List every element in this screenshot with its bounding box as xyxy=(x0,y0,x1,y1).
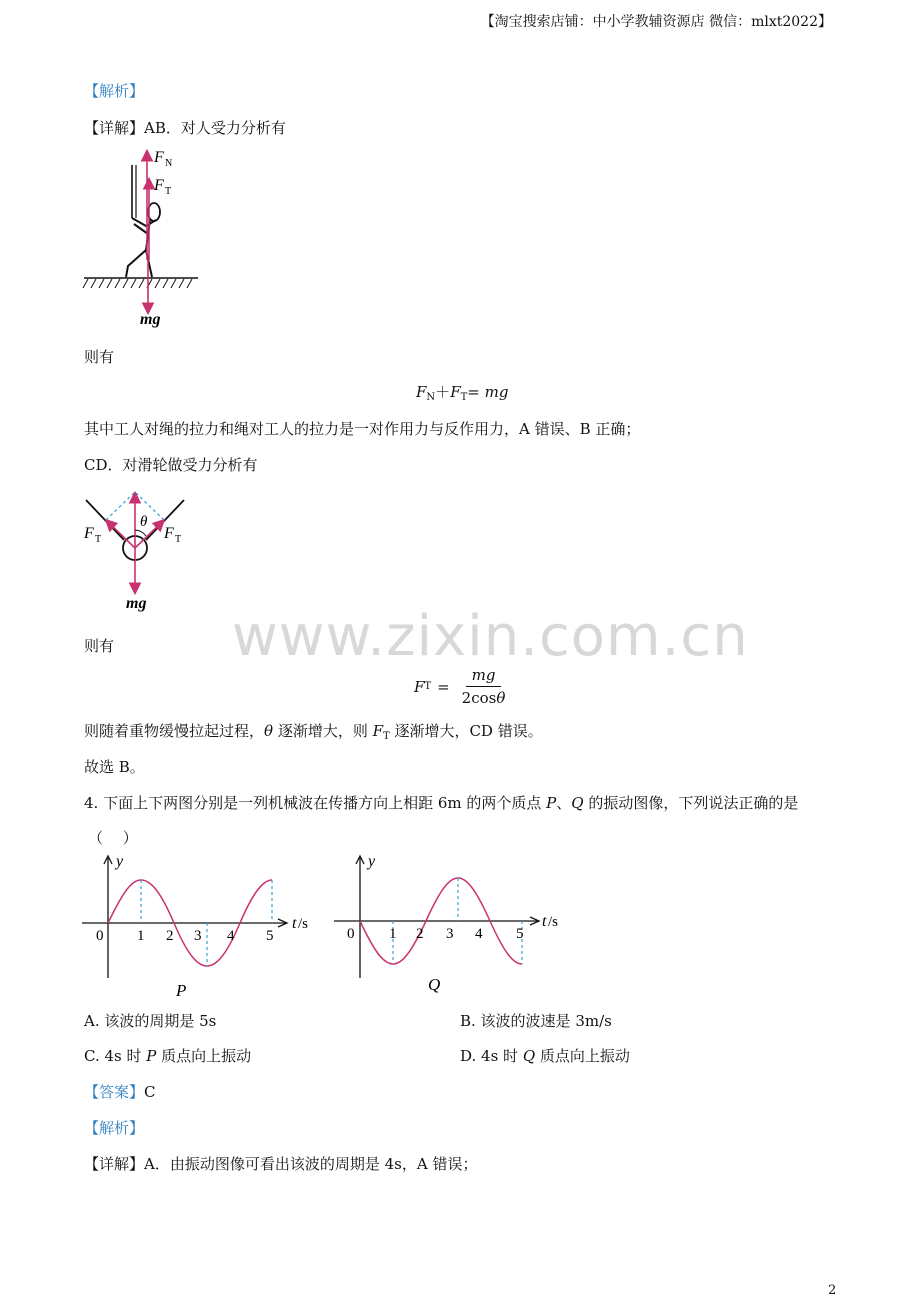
conclusion-theta: θ xyxy=(264,722,274,740)
eq2-den-cos: cos xyxy=(471,689,497,707)
conclusion-ft: F xyxy=(372,722,384,740)
q4-analysis-label: 【解析】 xyxy=(84,1119,145,1137)
q4-blank: （ ） xyxy=(88,829,138,847)
answer-line-q3: 故选 B。 xyxy=(84,758,145,776)
graph-q-tick-5: 5 xyxy=(516,926,524,942)
graph-p-label: P xyxy=(176,981,187,1000)
eq2-ft: F xyxy=(414,677,425,696)
q4-stem xyxy=(84,792,798,813)
graph-q-tick-2: 2 xyxy=(416,926,424,942)
fn-sub: N xyxy=(165,158,173,169)
option-b: B. 该波的波速是 3m/s xyxy=(460,1012,612,1030)
ft-left-sub: T xyxy=(95,534,102,545)
ft-right-sub: T xyxy=(175,534,182,545)
q4-answer-line xyxy=(84,1081,156,1102)
detail-prefix: 【详解】 xyxy=(84,119,145,137)
graph-q-tick-0: 0 xyxy=(347,926,355,942)
q4-stem-part-2: 的振动图像，下列说法正确的是 xyxy=(583,794,799,812)
equation-2 xyxy=(414,666,511,707)
conclusion-ft-sub: T xyxy=(383,731,390,742)
graph-p xyxy=(80,850,320,1000)
graph-p-tick-3: 3 xyxy=(194,928,202,944)
graph-p-tick-0: 0 xyxy=(96,928,104,944)
eq1-ft-sub: T xyxy=(460,392,468,403)
graph-p-tick-2: 2 xyxy=(166,928,174,944)
analysis-label: 【解析】 xyxy=(84,82,145,100)
option-c-part-1: C. 4s 时 xyxy=(84,1047,147,1065)
fn-label: F xyxy=(154,149,164,166)
mg-label: mg xyxy=(140,311,161,328)
option-c-part-2: 质点向上振动 xyxy=(156,1047,252,1065)
graph-q-label: Q xyxy=(428,975,441,994)
graph-p-t-label: t xyxy=(292,915,297,932)
option-a: A. 该波的周期是 5s xyxy=(84,1012,217,1030)
pulley-force-diagram xyxy=(80,484,200,614)
worker-force-diagram xyxy=(80,140,220,335)
graph-q-tick-4: 4 xyxy=(475,926,483,942)
then-have-1: 则有 xyxy=(84,348,115,366)
eq2-den-prefix: 2 xyxy=(461,689,472,707)
option-d-part-1: D. 4s 时 xyxy=(460,1047,523,1065)
graph-q-tick-1: 1 xyxy=(389,926,397,942)
ft-sub: T xyxy=(165,186,172,197)
q4-answer-value: C xyxy=(144,1083,156,1101)
q4-stem-q: Q xyxy=(571,794,584,812)
conclusion-part-1: 则随着重物缓慢拉起过程， xyxy=(84,722,265,740)
graph-p-unit: /s xyxy=(298,916,309,932)
ft-left-arrow xyxy=(107,521,135,548)
graph-q-y-label: y xyxy=(368,853,376,870)
eq1-fn-sub: N xyxy=(426,392,436,403)
option-d-part-2: 质点向上振动 xyxy=(535,1047,630,1065)
parallelogram-left xyxy=(106,492,135,520)
graph-q-tick-3: 3 xyxy=(446,926,454,942)
text-conclusion xyxy=(84,720,543,742)
eq1-mg: mg xyxy=(484,383,509,401)
q4-stem-part-1: 4. 下面上下两图分别是一列机械波在传播方向上相距 6m 的两个质点 xyxy=(84,794,547,812)
option-c-p: P xyxy=(146,1047,157,1065)
q4-detail-line xyxy=(84,1153,477,1174)
ft-left-label: F xyxy=(84,525,94,542)
detail-ab-text: AB．对人受力分析有 xyxy=(144,119,286,137)
graph-q-unit: /s xyxy=(548,914,559,930)
graph-p-y-label: y xyxy=(116,853,124,870)
mg-label-2: mg xyxy=(126,595,147,612)
conclusion-part-3: 逐渐增大，CD 错误。 xyxy=(389,722,543,740)
ft-label: F xyxy=(154,177,164,194)
worker-body xyxy=(126,218,156,277)
graph-p-tick-4: 4 xyxy=(227,928,235,944)
then-have-2: 则有 xyxy=(84,637,115,655)
eq1-equals: = xyxy=(467,383,485,401)
eq2-denominator xyxy=(456,687,512,707)
option-d-q: Q xyxy=(522,1047,536,1065)
eq1-fn: F xyxy=(416,383,427,401)
eq2-numerator: mg xyxy=(466,666,502,687)
q4-detail-text: A．由振动图像可看出该波的周期是 4s，A 错误； xyxy=(144,1155,478,1173)
header-shop-info: 【淘宝搜索店铺：中小学教辅资源店 微信：mlxt2022】 xyxy=(480,14,832,30)
ft-right-label: F xyxy=(164,525,174,542)
page-number: 2 xyxy=(828,1283,837,1298)
detail-ab-line xyxy=(84,117,286,138)
q4-answer-label: 【答案】 xyxy=(84,1083,145,1101)
eq2-ft-sub: T xyxy=(424,681,432,692)
conclusion-part-2: 逐渐增大，则 xyxy=(273,722,373,740)
graph-p-tick-1: 1 xyxy=(137,928,145,944)
q4-detail-prefix: 【详解】 xyxy=(84,1155,145,1173)
text-cd: CD．对滑轮做受力分析有 xyxy=(84,456,258,474)
eq1-ft: F xyxy=(450,383,461,401)
q4-stem-sep: 、 xyxy=(556,794,572,812)
option-d xyxy=(460,1045,630,1066)
eq2-fraction xyxy=(456,666,512,707)
equation-1 xyxy=(416,381,508,403)
ground-hatch xyxy=(83,279,192,288)
watermark: www.zixin.com.cn xyxy=(232,604,749,669)
graph-p-tick-5: 5 xyxy=(266,928,274,944)
option-c xyxy=(84,1045,251,1066)
text-ab: 其中工人对绳的拉力和绳对工人的拉力是一对作用力与反作用力，A 错误、B 正确； xyxy=(84,420,641,438)
theta-arc xyxy=(135,530,146,536)
eq2-equals: = xyxy=(437,677,450,696)
eq2-den-theta: θ xyxy=(496,689,506,707)
theta-label: θ xyxy=(140,514,148,530)
q4-stem-p: P xyxy=(546,794,557,812)
graph-q-t-label: t xyxy=(542,913,547,930)
graph-q xyxy=(330,850,570,1000)
eq1-plus: ＋ xyxy=(435,383,451,401)
